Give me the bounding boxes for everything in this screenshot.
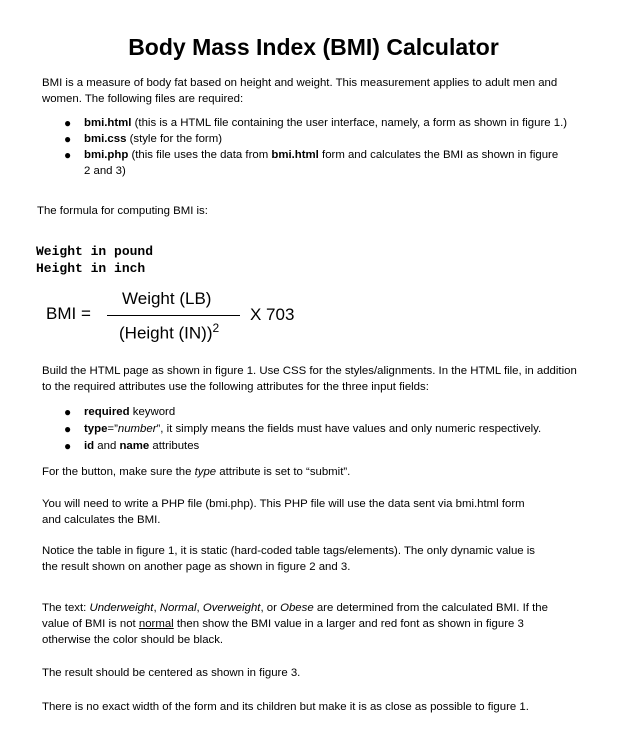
php-note-line-2: and calculates the BMI. xyxy=(42,514,161,526)
attr-rest: keyword xyxy=(129,406,176,418)
text-note-line-2 xyxy=(42,616,617,632)
bullet-icon: ● xyxy=(64,405,72,419)
build-line-1: Build the HTML page as shown in figure 1. Use CSS for the styles/alignments. In the HTML file, in addition xyxy=(42,365,577,377)
file-desc: (this is a HTML file containing the user interface, namely, a form as shown in figure 1.) xyxy=(131,117,568,129)
list-item xyxy=(64,438,604,454)
formula-denominator xyxy=(119,321,219,344)
php-note-line-1: You will need to write a PHP file (bmi.php). This PHP file will use the data sent via bmi.html form xyxy=(42,498,525,510)
text-note-line-3: otherwise the color should be black. xyxy=(42,634,224,646)
formula-exponent: 2 xyxy=(212,321,220,335)
width-note: There is no exact width of the form and its children but make it is as close as possible to figure 1. xyxy=(42,701,529,713)
attr-rest: ”, it simply means the fields must have values and only numeric respectively. xyxy=(156,423,542,435)
table-note xyxy=(42,543,612,575)
text-note-tail: are determined from the calculated BMI. If the xyxy=(313,602,548,614)
list-item xyxy=(64,404,604,420)
button-note-type: type xyxy=(194,466,217,478)
list-item xyxy=(64,421,604,437)
attr-type: type xyxy=(84,423,108,435)
centered-note: The result should be centered as shown in figure 3. xyxy=(42,667,301,679)
text-note-lead: The text: xyxy=(42,602,90,614)
units-block xyxy=(36,243,153,277)
attr-id: id xyxy=(84,440,95,452)
list-item xyxy=(64,131,604,147)
button-note-text: For the button, make sure the xyxy=(42,466,195,478)
file-ref: bmi.html xyxy=(271,149,319,161)
file-desc-cont: form and calculates the BMI as shown in figure xyxy=(318,149,559,161)
attr-required: required xyxy=(84,406,130,418)
sep: , or xyxy=(260,602,281,614)
intro-paragraph xyxy=(42,75,602,107)
denominator-text: (Height (IN)) xyxy=(119,323,213,343)
text-note-lead: value of BMI is not xyxy=(42,618,139,630)
formula-intro: The formula for computing BMI is: xyxy=(37,205,208,217)
fraction-bar xyxy=(107,315,240,316)
attr-and: and xyxy=(94,440,120,452)
list-item xyxy=(64,147,604,179)
file-desc: (style for the form) xyxy=(126,133,222,145)
button-note-rest: attribute is set to “submit”. xyxy=(216,466,351,478)
unit-height: Height in inch xyxy=(36,261,146,276)
php-note xyxy=(42,496,612,528)
word-overweight: Overweight xyxy=(202,602,261,614)
text-note-tail: then show the BMI value in a larger and red font as shown in figure 3 xyxy=(173,618,524,630)
page-title: Body Mass Index (BMI) Calculator xyxy=(128,34,499,60)
bullet-icon: ● xyxy=(64,132,72,146)
intro-line-1: BMI is a measure of body fat based on height and weight. This measurement applies to adult men and xyxy=(42,77,558,89)
sep: , xyxy=(196,602,203,614)
build-line-2: to the required attributes use the following attributes for the three input fields: xyxy=(42,381,429,393)
build-paragraph xyxy=(42,363,612,395)
bullet-icon: ● xyxy=(64,439,72,453)
sep: , xyxy=(153,602,160,614)
formula-lhs: BMI = xyxy=(46,304,91,323)
unit-weight: Weight in pound xyxy=(36,244,154,259)
file-name: bmi.php xyxy=(84,149,129,161)
list-item xyxy=(64,115,604,131)
attr-rest: attributes xyxy=(149,440,200,452)
word-normal: Normal xyxy=(159,602,197,614)
file-list xyxy=(64,115,604,179)
formula-multiplier: X 703 xyxy=(250,305,295,324)
text-note xyxy=(42,600,617,648)
bullet-icon: ● xyxy=(64,148,72,162)
file-name: bmi.html xyxy=(84,117,132,129)
table-note-line-2: the result shown on another page as shown in figure 2 and 3. xyxy=(42,561,351,573)
intro-line-2: women. The following files are required: xyxy=(42,93,244,105)
word-normal-underlined: normal xyxy=(138,618,174,630)
attr-name: name xyxy=(119,440,150,452)
attr-eq: =” xyxy=(107,423,118,435)
table-note-line-1: Notice the table in figure 1, it is static (hard-coded table tags/elements). The only dynamic value is xyxy=(42,545,536,557)
text-note-line-1 xyxy=(42,600,617,616)
formula-numerator: Weight (LB) xyxy=(122,289,212,308)
button-note xyxy=(42,464,350,480)
attribute-list xyxy=(64,404,604,454)
file-desc: (this file uses the data from xyxy=(128,149,272,161)
file-name: bmi.css xyxy=(84,133,127,145)
word-obese: Obese xyxy=(280,602,314,614)
bullet-icon: ● xyxy=(64,422,72,436)
bullet-icon: ● xyxy=(64,116,72,130)
attr-number: number xyxy=(117,423,157,435)
word-underweight: Underweight xyxy=(89,602,154,614)
file-desc-wrap: 2 and 3) xyxy=(84,165,126,177)
